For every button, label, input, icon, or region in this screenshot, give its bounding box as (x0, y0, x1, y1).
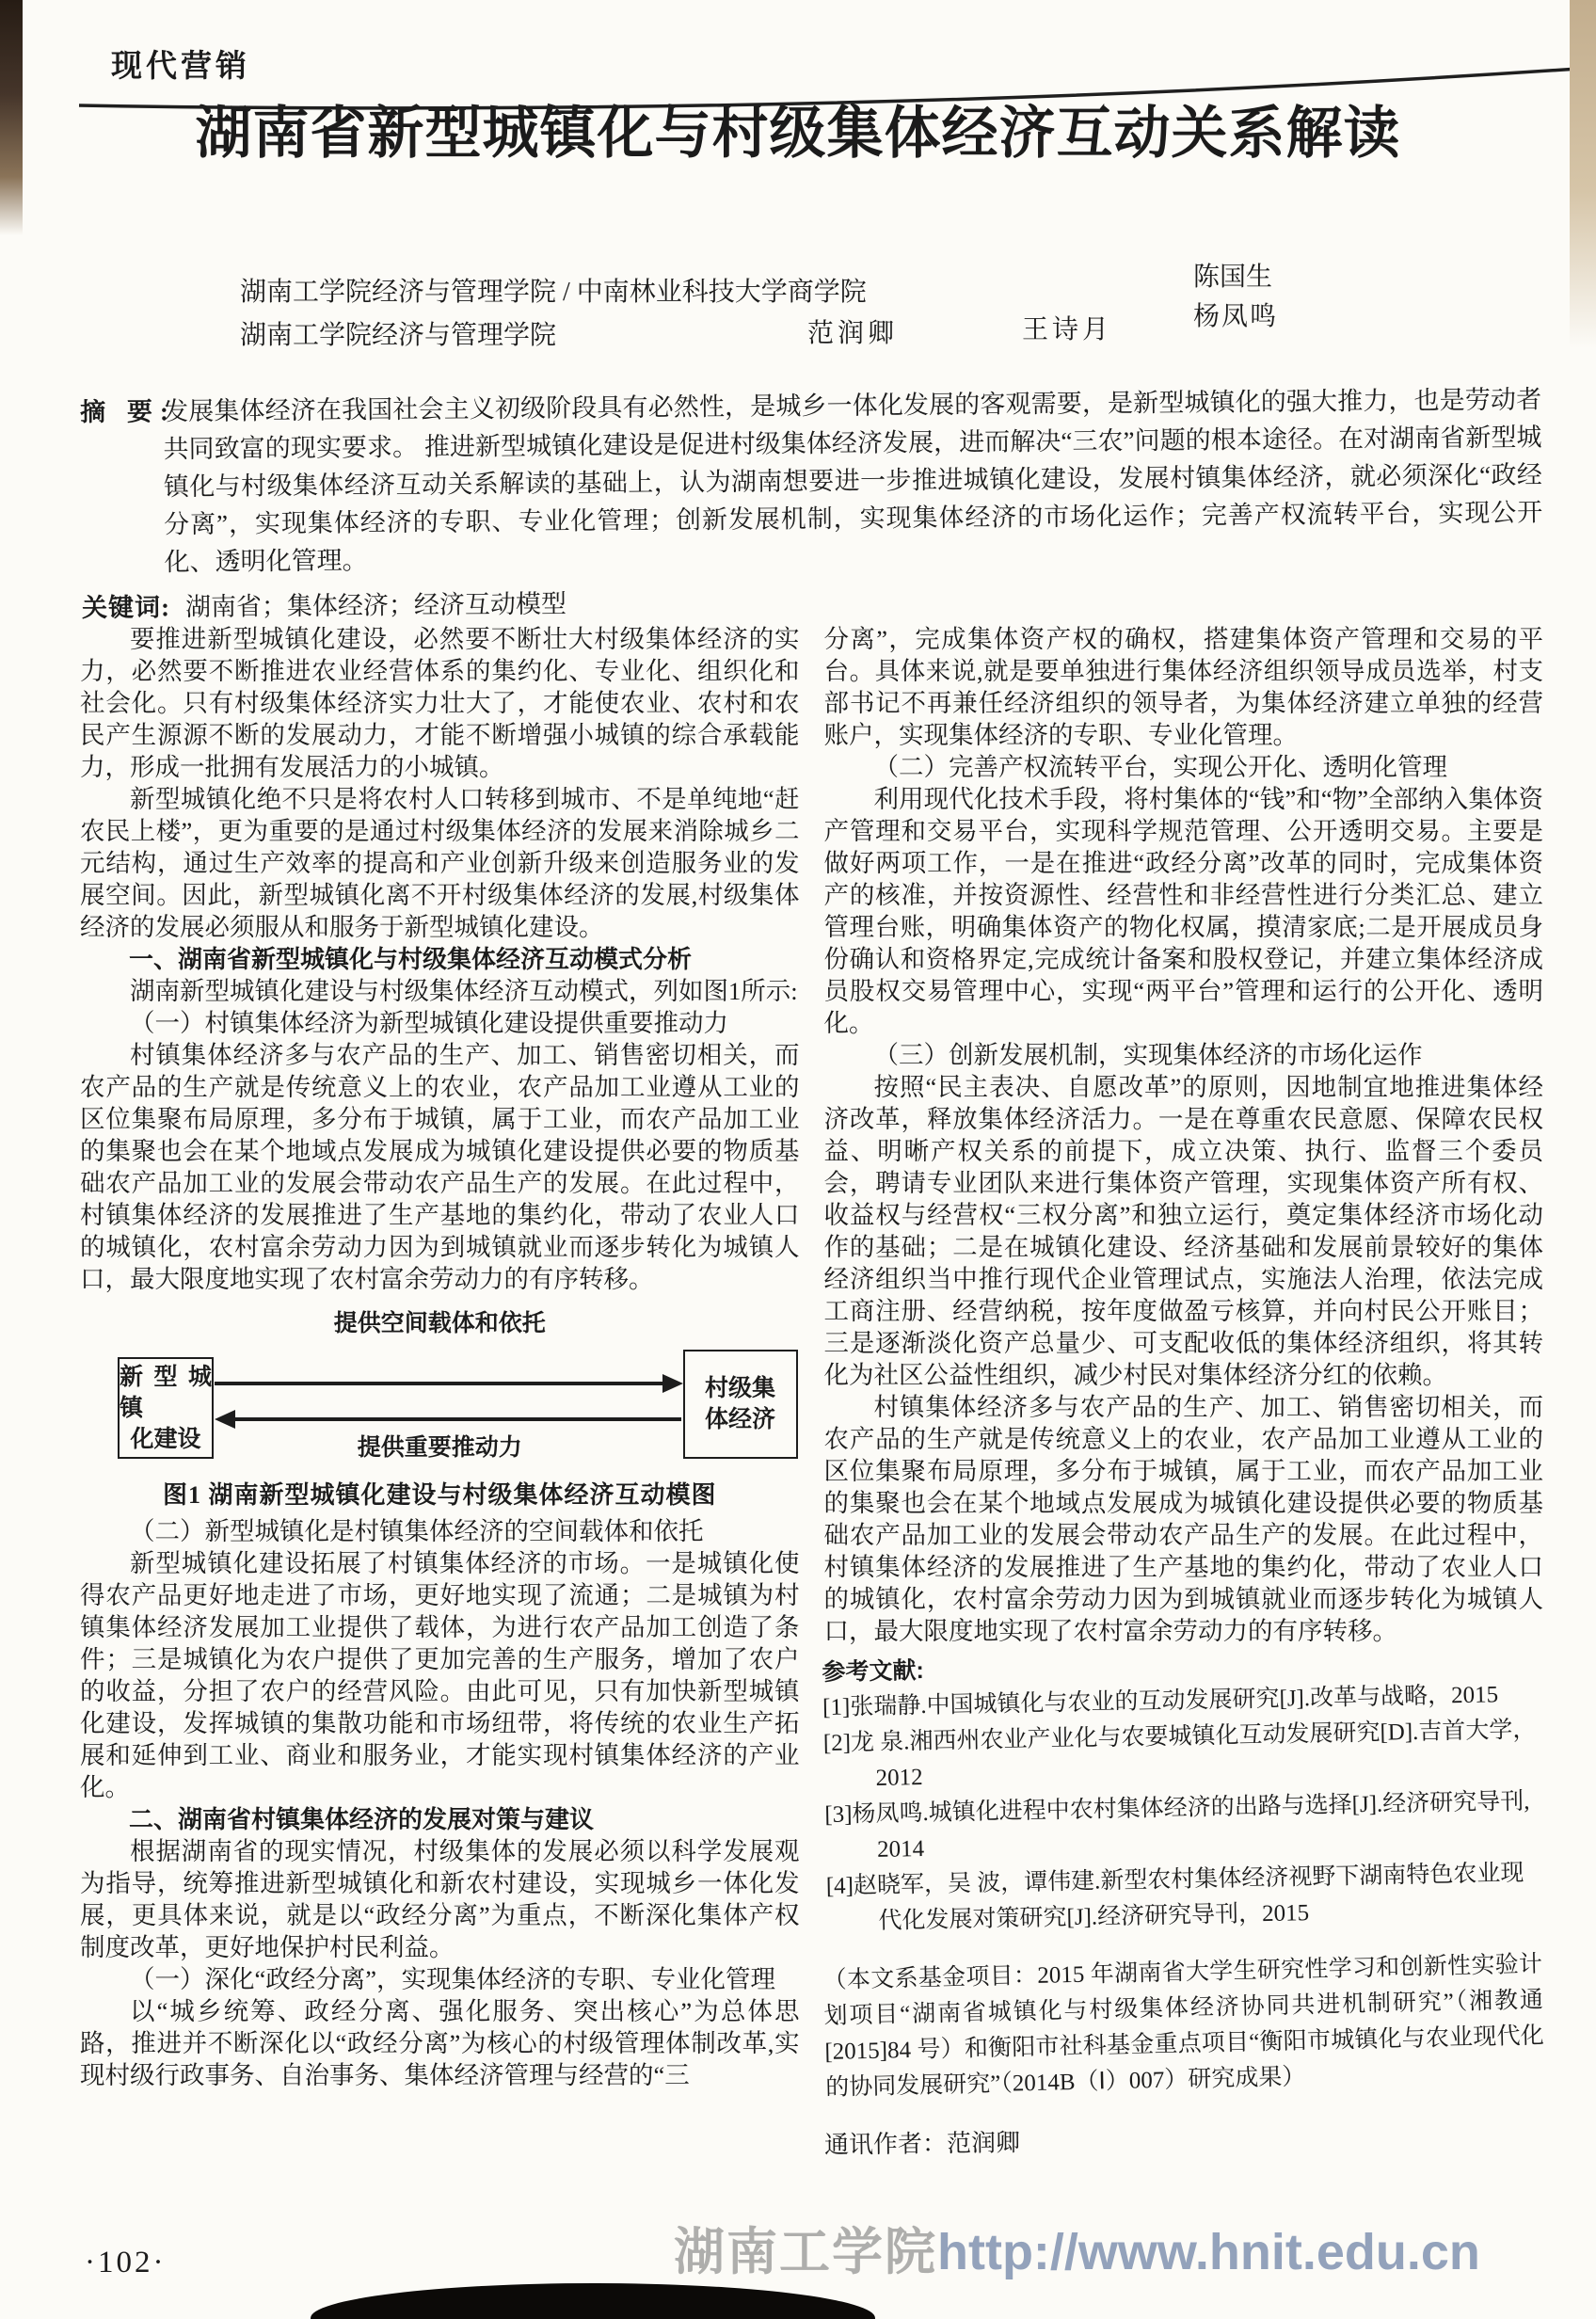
corresponding-author: 通讯作者：范润卿 (823, 2129, 1020, 2159)
author-name-yang: 杨凤鸣 (1193, 302, 1279, 331)
keywords-text: 湖南省；集体经济；经济互动模型 (184, 589, 567, 622)
figure-1 (80, 1308, 800, 1511)
paragraph: 村镇集体经济多与农产品的生产、加工、销售密切相关，而农产品的生产就是传统意义上的农业，农产品加工业遵从工业的区位集聚布局原理，多分布于城镇，属于工业，而农产品加工业的集聚也会在某个地域点发展成为城镇化建设提供必要的物质基础农产品加工业的发展会带动农产品生产的发展。在此过程中，村镇集体经济的发展推进了生产基地的集约化，带动了农业人口的城镇化，农村富余劳动力因为到城镇就业而逐步转化为城镇人口，最大限度地实现了农村富余劳动力的有序转移。 (80, 1041, 800, 1293)
header-rule-line (0, 0, 1596, 122)
figure-diagram (80, 1346, 800, 1470)
paragraph: 利用现代化技术手段，将村集体的“钱”和“物”全部纳入集体资产管理和交易平台，实现科学规范管理、公开透明交易。主要是做好两项工作，一是在推进“政经分离”改革的同时，完成集体资产的核准，并按资源性、经营性和非经营性进行分类汇总、建立管理台账，明确集体资产的物化权属，摸清家底;二是开展成员身份确认和资格界定,完成统计备案和股权登记，并建立集体经济成员股权交易管理中心，实现“两平台”管理和运行的公开化、透明化。 (823, 785, 1543, 1037)
section-heading-1: 一、湖南省新型城镇化与村级集体经济互动模式分析 (129, 945, 693, 973)
fund-note: （本文系基金项目：2015 年湖南省大学生研究性学习和创新性实验计划项目“湖南省城镇化与村级集体经济协同共进机制研究”（湘教通[2015]84 号）和衡阳市社科基金重点项目“衡阳市城镇化与农业现代化的协同发展研究”（2014B（Ⅰ）007）研究成果） (822, 1951, 1544, 2101)
section-heading-2: 二、湖南省村镇集体经济的发展对策与建议 (129, 1805, 595, 1833)
left-column (80, 623, 800, 2157)
paragraph: 村镇集体经济多与农产品的生产、加工、销售密切相关，而农产品的生产就是传统意义上的农业，农产品加工业遵从工业的区位集聚布局原理，多分布于城镇，属于工业，而农产品加工业的集聚也会在某个地域点发展成为城镇化建设提供必要的物质基础农产品加工业的发展会带动农产品生产的发展。在此过程中，村镇集体经济的发展推进了生产基地的集约化，带动了农业人口的城镇化，农村富余劳动力因为到城镇就业而逐步转化为城镇人口，最大限度地实现了农村富余劳动力的有序转移。 (823, 1393, 1543, 1645)
references-heading: 参考文献: (821, 1656, 924, 1687)
figure-caption: 图1 湖南新型城镇化建设与村级集体经济互动模图 (162, 1481, 717, 1509)
site-watermark (674, 2212, 1480, 2284)
watermark-institution: 湖南工学院 (674, 2224, 937, 2280)
figure-box-text: 体经济 (704, 1407, 775, 1432)
figure-arrow-bottom-label: 提供重要推动力 (357, 1435, 522, 1461)
figure-arrow-top-label: 提供空间载体和依托 (333, 1311, 546, 1336)
abstract-block (80, 380, 1543, 627)
reference-item: [3]杨凤鸣.城镇化进程中农村集体经济的出路与选择[J].经济研究导刊, 2014 (823, 1788, 1530, 1863)
authors-block (0, 263, 1596, 375)
watermark-url: http://www.hnit.edu.cn (937, 2224, 1480, 2280)
subsection-heading-1-2: （二）新型城镇化是村镇集体经济的空间载体和依托 (130, 1517, 704, 1545)
paragraph: 分离”，完成集体资产权的确权，搭建集体资产管理和交易的平台。具体来说,就是要单独进行集体经济组织领导成员选举，村支部书记不再兼任经济组织的领导者，为集体经济建立单独的经营账户，实现集体经济的专职、专业化管理。 (823, 625, 1543, 749)
references-block (822, 1640, 1546, 1941)
subsection-heading-2-3: （三）创新发展机制，实现集体经济的市场化运作 (873, 1041, 1423, 1069)
figure-box-text: 新型城镇 (120, 1364, 212, 1421)
scan-artifact-right-edge (1570, 0, 1596, 348)
article-title: 湖南省新型城镇化与村级集体经济互动关系解读 (195, 102, 1401, 165)
paragraph: 按照“民主表决、自愿改革”的原则，因地制宜地推进集体经济改革，释放集体经济活力。一是在尊重农民意愿、保障农民权益、明晰产权关系的前提下，成立决策、执行、监督三个委员会，聘请专业团队来进行集体资产管理，实现集体资产所有权、收益权与经营权“三权分离”和独立运行，奠定集体经济市场化动作的基础；二是在城镇化建设、经济基础和发展前景较好的集体经济组织当中推行现代企业管理试点，实施法人治理，依法完成工商注册、经营纳税，按年度做盈亏核算，并向村民公开账目；三是逐渐淡化资产总量少、可支配收低的集体经济组织，将其转化为社区公益性组织，减少村民对集体经济分红的依赖。 (823, 1073, 1543, 1389)
paragraph: 根据湖南省的现实情况，村级集体的发展必须以科学发展观为指导，统筹推进新型城镇化和新农村建设，实现城乡一体化发展，更具体来说，就是以“政经分离”为重点，不断深化集体产权制度改革，更好地保护村民利益。 (80, 1837, 800, 1961)
author-affiliation-2: 湖南工学院经济与管理学院 (240, 321, 557, 350)
author-name-chen: 陈国生 (1193, 263, 1273, 292)
keywords-label: 关键词: (81, 593, 171, 622)
author-name-wang: 王诗月 (1022, 315, 1113, 344)
paragraph: 要推进新型城镇化建设，必然要不断壮大村级集体经济的实力，必然要不断推进农业经营体系的集约化、专业化、组织化和社会化。只有村级集体经济实力壮大了，才能使农业、农村和农民产生源源不断的发展动力，才能不断增强小城镇的综合承载能力，形成一批拥有发展活力的小城镇。 (80, 625, 800, 781)
subsection-heading-2-2: （二）完善产权流转平台，实现公开化、透明化管理 (873, 753, 1447, 781)
reference-item: [4]赵晓军，吴 波，谭伟建.新型农村集体经济视野下湖南特色农业现代化发展对策研究[J].经济研究导刊，2015 (825, 1860, 1524, 1934)
scan-artifact-bottom-blob (311, 2283, 875, 2319)
paragraph: 新型城镇化建设拓展了村镇集体经济的市场。一是城镇化使得农产品更好地走进了市场，更好地实现了流通；二是城镇为村镇集体经济发展加工业提供了载体，为进行农产品加工创造了条件；三是城镇化为农户提供了更加完善的生产服务，增加了农户的收益，分担了农户的经营风险。由此可见，只有加快新型城镇化建设，发挥城镇的集散功能和市场纽带，将传统的农业生产拓展和延伸到工业、商业和服务业，才能实现村镇集体经济的产业化。 (80, 1549, 800, 1801)
abstract-text: 发展集体经济在我国社会主义初级阶段具有必然性，是城乡一体化发展的客观需要，是新型城镇化的强大推力，也是劳动者共同致富的现实要求。 推进新型城镇化建设是促进村级集体经济发展，进而解决“三农”问题的根本途径。在对湖南省新型城镇化与村级集体经济互动关系解读的基础上，认为湖南想要进一步推进城镇化建设，发展村镇集体经济，就必须深化“政经分离”，实现集体经济的专职、专业化管理；创新发展机制，实现集体经济的市场化运作；完善产权流转平台，实现公开化、透明化管理。 (163, 385, 1543, 577)
paragraph: 湖南新型城镇化建设与村级集体经济互动模式，列如图1所示: (130, 977, 798, 1005)
body-columns (80, 623, 1543, 2157)
reference-item: [1]张瑞静.中国城镇化与农业的互动发展研究[J].改革与战略，2015 (822, 1682, 1498, 1721)
keywords-line (82, 576, 1543, 627)
reference-item: [2]龙 泉.湘西州农业产业化与农要城镇化互动发展研究[D].吉首大学，2012 (822, 1717, 1537, 1791)
right-column (821, 623, 1544, 2159)
paragraph: 新型城镇化绝不只是将农村人口转移到城市、不是单纯地“赶农民上楼”，更为重要的是通过村级集体经济的发展来消除城乡二元结构，通过生产效率的提高和产业创新升级来创造服务业的发展空间。因此，新型城镇化离不开村级集体经济的发展,村级集体经济的发展必须服从和服务于新型城镇化建设。 (80, 785, 800, 941)
author-affiliation-1: 湖南工学院经济与管理学院 / 中南林业科技大学商学院 (240, 278, 867, 307)
subsection-heading-2-1: （一）深化“政经分离”，实现集体经济的专职、专业化管理 (130, 1965, 776, 1993)
figure-box-text: 村级集 (704, 1376, 775, 1401)
journal-header-label: 现代营销 (111, 48, 250, 83)
subsection-heading-1-1: （一）村镇集体经济为新型城镇化建设提供重要推动力 (130, 1009, 728, 1037)
paragraph: 以“城乡统筹、政经分离、强化服务、突出核心”为总体思路，推进并不断深化以“政经分离”为核心的村级管理体制改革,实现村级行政事务、自治事务、集体经济管理与经营的“三 (80, 1997, 800, 2089)
abstract-label: 摘 要: (80, 397, 177, 426)
page-number: ·102· (85, 2246, 167, 2279)
figure-box-text: 化建设 (130, 1426, 201, 1452)
scan-artifact-left-edge (0, 0, 23, 235)
author-name-fan: 范润卿 (807, 319, 899, 348)
